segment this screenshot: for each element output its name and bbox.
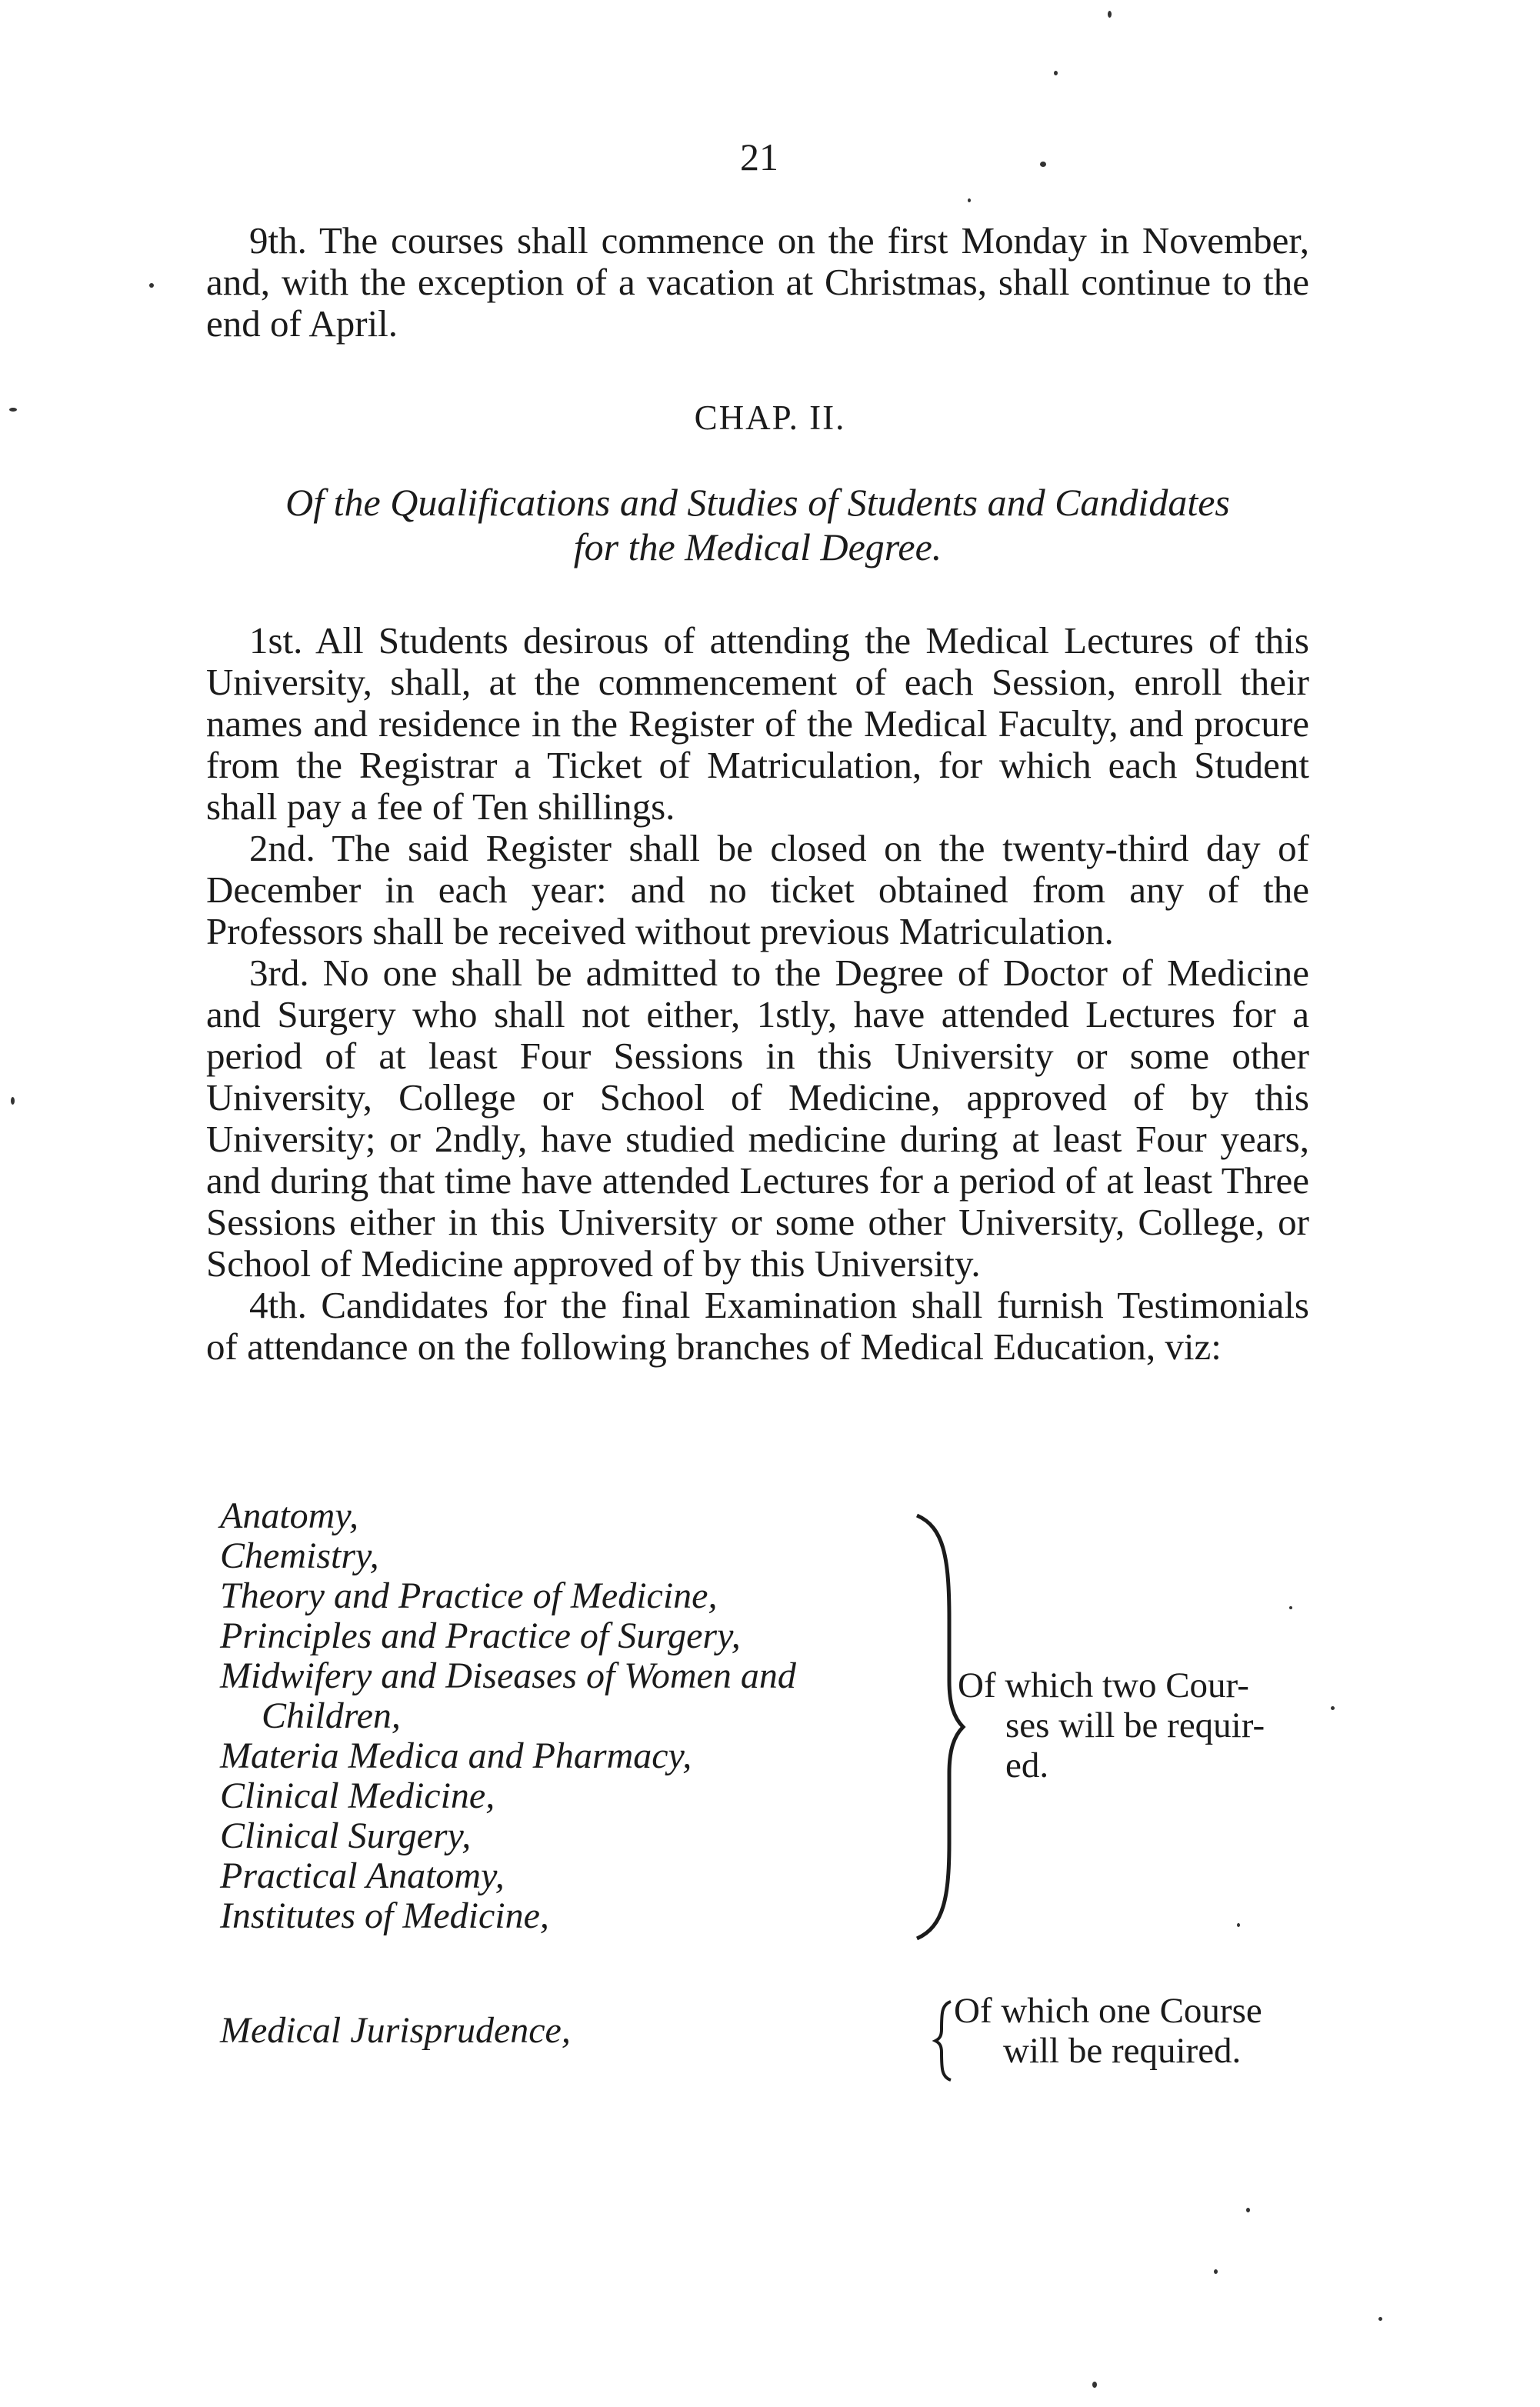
course-item: Institutes of Medicine, (220, 1895, 549, 1936)
note-line: will be required. (1003, 2031, 1242, 2071)
scan-speck (1378, 2317, 1382, 2321)
paragraph-4th: 4th. Candidates for the final Examination shall furnish Testimonials of attendance on the following branches of Medical Education, viz: (206, 1284, 1309, 1368)
scan-speck (1214, 2269, 1218, 2274)
paragraph-9th: 9th. The courses shall commence on the first Monday in November, and, with the exception of a vacation at Christmas, shall continue to the end of April. (206, 219, 1309, 345)
chapter-subtitle-line2: for the Medical Degree. (573, 525, 942, 568)
scan-speck (1054, 71, 1058, 75)
chapter-heading: CHAP. II. (694, 398, 846, 437)
paragraph-2nd: 2nd. The said Register shall be closed on the twenty-third day of December in each year: and no ticket obtained from any of the Professors shall be received without previous Matriculation. (206, 827, 1309, 952)
small-brace-icon (932, 1999, 955, 2083)
scan-speck (1237, 1923, 1240, 1927)
note-line: ses will be requir- (1005, 1705, 1265, 1745)
jurisprudence-requirement-note (954, 1991, 1323, 2071)
scan-speck (968, 198, 971, 202)
course-item: Midwifery and Diseases of Women and (220, 1655, 796, 1696)
course-item: Clinical Medicine, (220, 1775, 495, 1816)
note-line: Of which one Course (954, 1991, 1262, 2031)
course-item-continuation: Children, (262, 1695, 401, 1736)
scan-speck (1092, 2382, 1097, 2388)
courses-requirement-note (958, 1665, 1312, 1785)
chapter-subtitle-line1: Of the Qualifications and Studies of Students and Candidates (285, 481, 1230, 524)
chapter-subtitle (206, 480, 1309, 569)
scan-speck (1108, 11, 1112, 18)
scan-speck (1246, 2208, 1250, 2212)
scan-speck (1331, 1706, 1335, 1710)
scan-speck (11, 1097, 15, 1105)
note-line: ed. (1005, 1745, 1049, 1785)
scan-speck (1289, 1606, 1292, 1609)
scan-speck (1040, 162, 1046, 167)
section-intro (206, 220, 1309, 345)
page-number: 21 (740, 135, 778, 178)
paragraph-3rd: 3rd. No one shall be admitted to the Degree of Doctor of Medicine and Surgery who shall not either, 1stly, have attended Lectures for a period of at least Four Sessions in this University or some other University, College or School of Medicine, approved of by this University; or 2ndly, have studied medicine during at least Four years, and during that time have attended Lectures for a period of at least Three Sessions either in this University or some other University, College, or School of Medicine approved of by this University. (206, 952, 1309, 1285)
course-item: Principles and Practice of Surgery, (220, 1615, 741, 1656)
scan-speck (9, 408, 17, 412)
chapter-body (206, 620, 1309, 1368)
note-line: Of which two Cour- (958, 1665, 1249, 1705)
paragraph-1st: 1st. All Students desirous of attending the Medical Lectures of this University, shall, at the commencement of each Session, enroll their names and residence in the Register of the Medical Faculty, and procure from the Registrar a Ticket of Matriculation, for which each Student shall pay a fee of Ten shillings. (206, 619, 1309, 828)
jurisprudence-label: Medical Jurisprudence, (220, 2010, 571, 2051)
course-item: Theory and Practice of Medicine, (220, 1575, 718, 1616)
course-item: Practical Anatomy, (220, 1855, 505, 1896)
course-item: Chemistry, (220, 1535, 379, 1576)
course-list (220, 1496, 796, 1936)
course-item: Anatomy, (220, 1495, 358, 1536)
scan-speck (149, 283, 154, 288)
course-item: Materia Medica and Pharmacy, (220, 1735, 692, 1776)
course-item: Clinical Surgery, (220, 1815, 472, 1856)
